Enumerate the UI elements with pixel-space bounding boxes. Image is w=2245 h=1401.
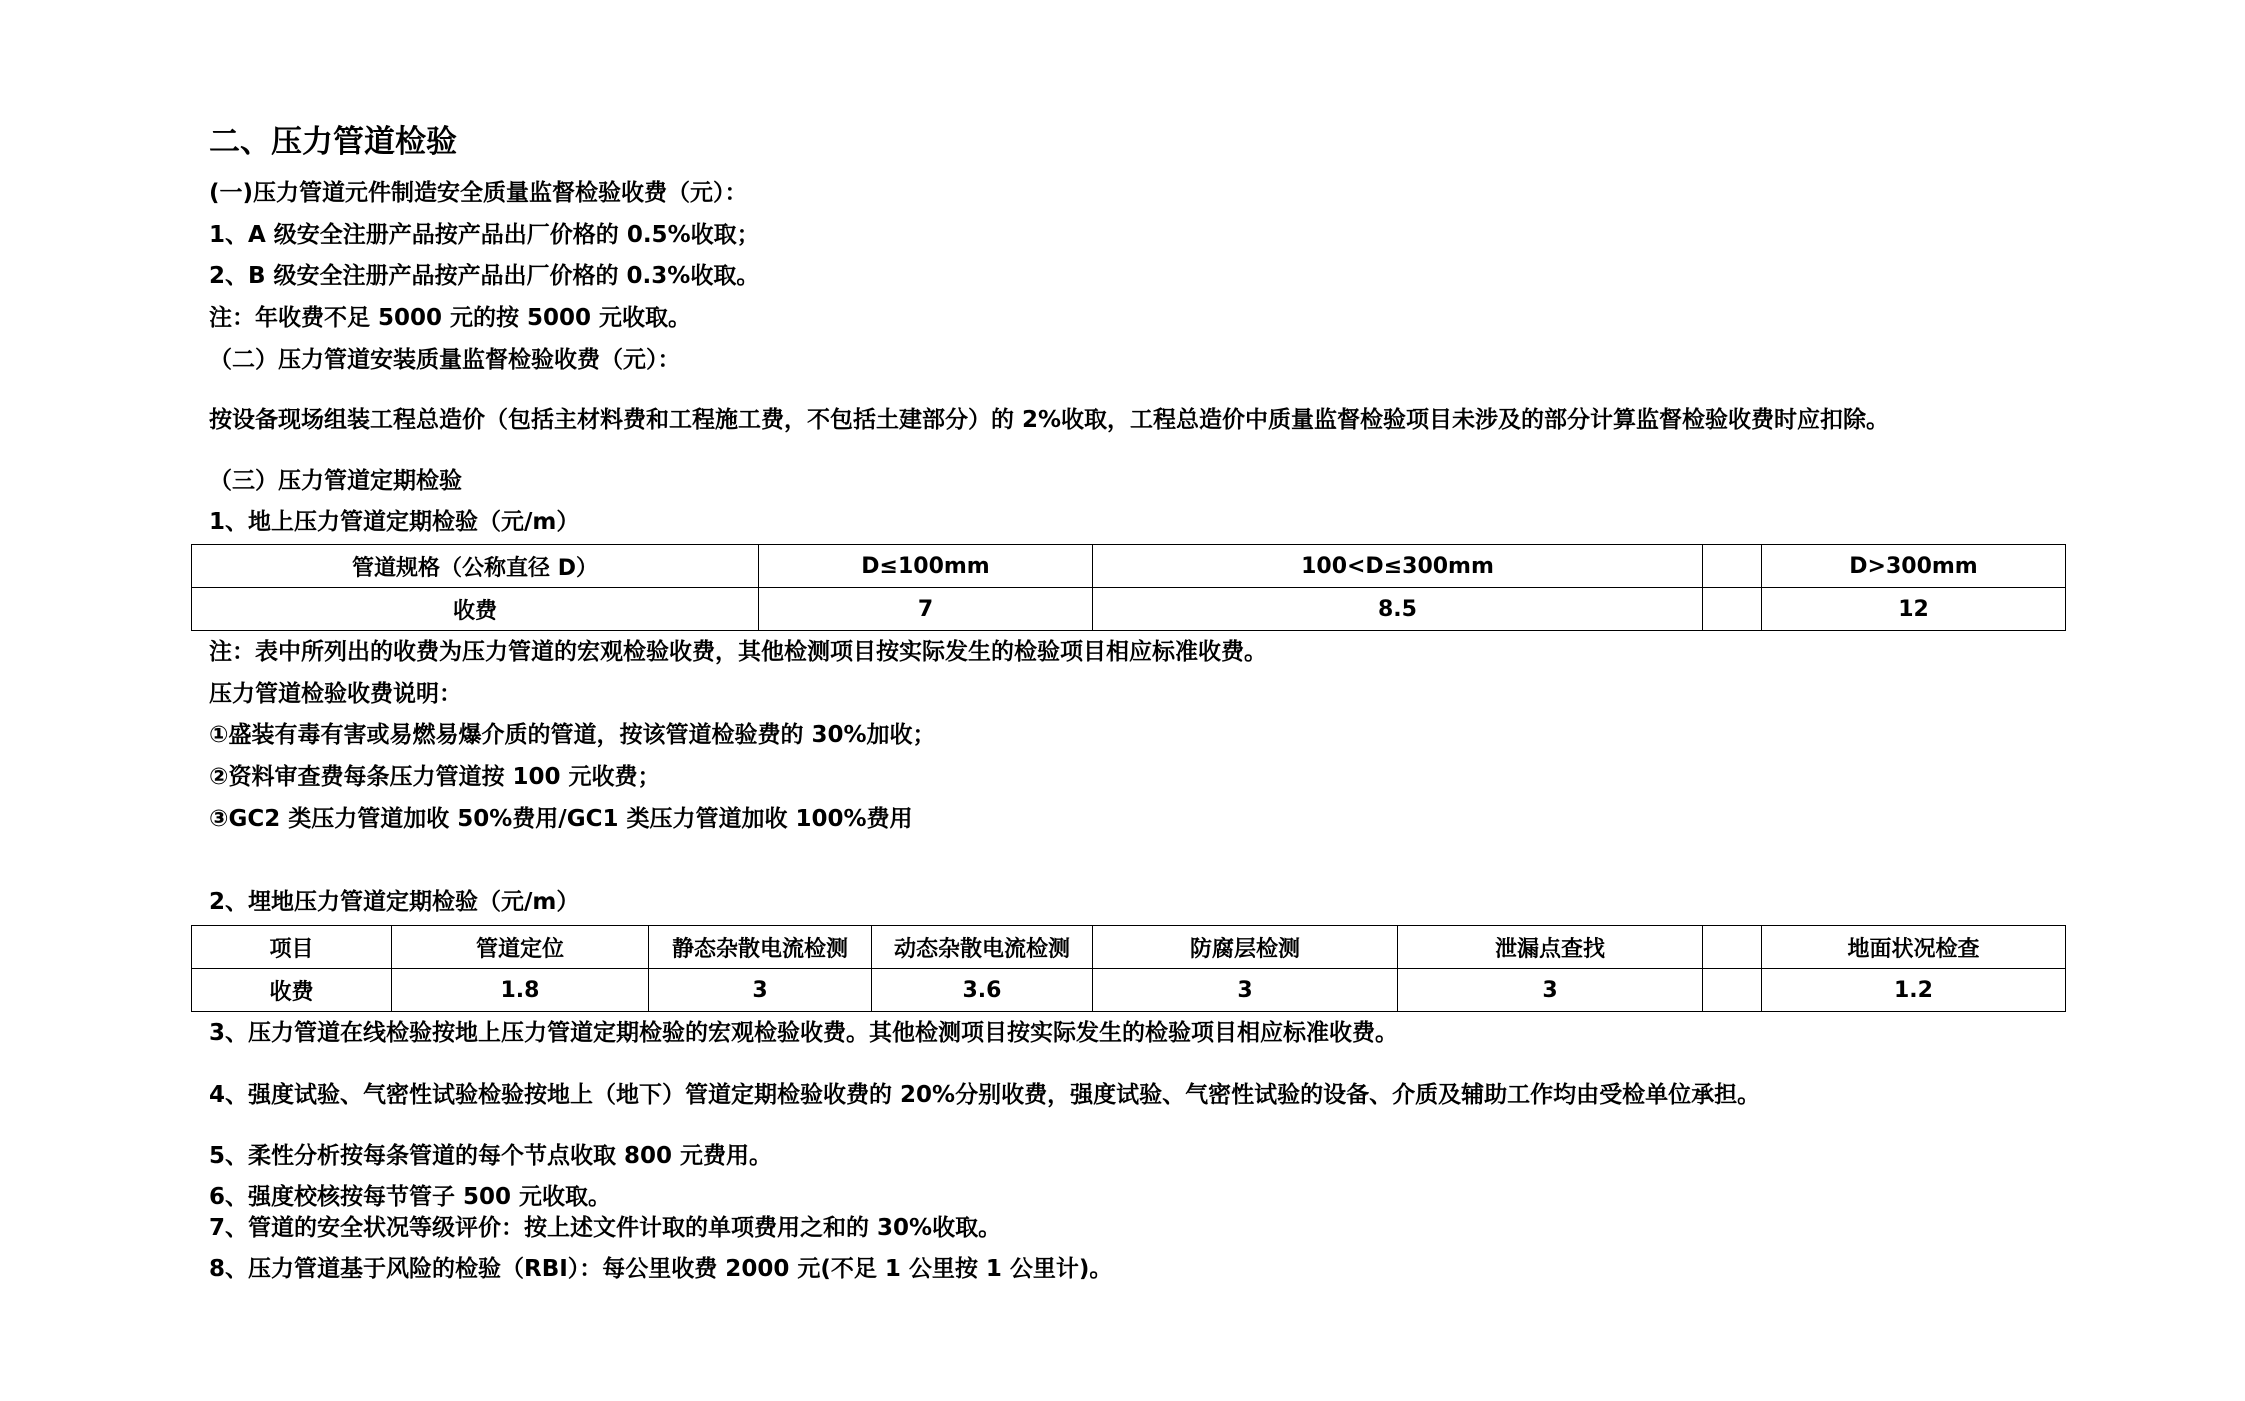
buried-heading: 2、埋地压力管道定期检验（元/m） [209,889,580,915]
inspection-item: 8、压力管道基于风险的检验（RBI）：每公里收费 2000 元(不足 1 公里按 1 公里计)。 [209,1256,1113,1282]
table-cell: 3 [1398,969,1703,1012]
part1-item-b: 2、B 级安全注册产品按产品出厂价格的 0.3%收取。 [209,263,760,289]
table-cell [1703,969,1762,1012]
table-cell: 3 [1093,969,1398,1012]
part3-heading: （三）压力管道定期检验 [209,468,462,494]
fee-explanation-item: ③GC2 类压力管道加收 50%费用/GC1 类压力管道加收 100%费用 [209,806,913,832]
above-ground-fee-table [191,544,2066,631]
section-title: 二、压力管道检验 [209,124,457,160]
inspection-item: 3、压力管道在线检验按地上压力管道定期检验的宏观检验收费。其他检测项目按实际发生的检验项目相应标准收费。 [209,1020,1399,1046]
table-header-cell: 项目 [192,926,392,969]
table-header-cell: 泄漏点查找 [1398,926,1703,969]
inspection-item: 4、强度试验、气密性试验检验按地上（地下）管道定期检验收费的 20%分别收费，强度试验、气密性试验的设备、介质及辅助工作均由受检单位承担。 [209,1082,1761,1108]
table-header-cell: D≤100mm [759,545,1093,588]
fee-explanation-item: ①盛装有毒有害或易燃易爆介质的管道，按该管道检验费的 30%加收； [209,722,936,748]
table-row [192,545,2066,588]
part1-note: 注：年收费不足 5000 元的按 5000 元收取。 [209,305,692,331]
table-header-cell [1703,926,1762,969]
inspection-item: 5、柔性分析按每条管道的每个节点收取 800 元费用。 [209,1143,773,1169]
table-cell: 3 [649,969,872,1012]
table-header-cell [1703,545,1762,588]
table-header-cell: 100<D≤300mm [1093,545,1703,588]
table-row [192,588,2066,631]
buried-fee-table [191,925,2066,1012]
table-cell: 收费 [192,588,759,631]
part1-item-a: 1、A 级安全注册产品按产品出厂价格的 0.5%收取； [209,222,760,248]
above-ground-note: 注：表中所列出的收费为压力管道的宏观检验收费，其他检测项目按实际发生的检验项目相应标准收费。 [209,639,1267,665]
part1-heading: (一)压力管道元件制造安全质量监督检验收费（元）： [209,180,748,206]
table-cell: 1.2 [1762,969,2066,1012]
inspection-item: 7、管道的安全状况等级评价：按上述文件计取的单项费用之和的 30%收取。 [209,1215,1002,1241]
part2-heading: （二）压力管道安装质量监督检验收费（元）： [209,347,681,373]
table-header-cell: D>300mm [1762,545,2066,588]
table-header-cell: 动态杂散电流检测 [872,926,1093,969]
part2-text: 按设备现场组装工程总造价（包括主材料费和工程施工费，不包括土建部分）的 2%收取，工程总造价中质量监督检验项目未涉及的部分计算监督检验收费时应扣除。 [209,407,1890,433]
table-cell: 收费 [192,969,392,1012]
fee-explanation-item: ②资料审查费每条压力管道按 100 元收费； [209,764,661,790]
table-header-cell: 防腐层检测 [1093,926,1398,969]
inspection-item: 6、强度校核按每节管子 500 元收取。 [209,1184,612,1210]
table-header-cell: 静态杂散电流检测 [649,926,872,969]
table-row [192,969,2066,1012]
table-header-cell: 地面状况检查 [1762,926,2066,969]
table-cell [1703,588,1762,631]
table-row [192,926,2066,969]
table-cell: 7 [759,588,1093,631]
table-cell: 1.8 [392,969,649,1012]
above-ground-heading: 1、地上压力管道定期检验（元/m） [209,509,580,535]
table-cell: 12 [1762,588,2066,631]
table-header-cell: 管道规格（公称直径 D） [192,545,759,588]
table-cell: 8.5 [1093,588,1703,631]
fee-explanation-title: 压力管道检验收费说明： [209,681,462,707]
table-cell: 3.6 [872,969,1093,1012]
table-header-cell: 管道定位 [392,926,649,969]
